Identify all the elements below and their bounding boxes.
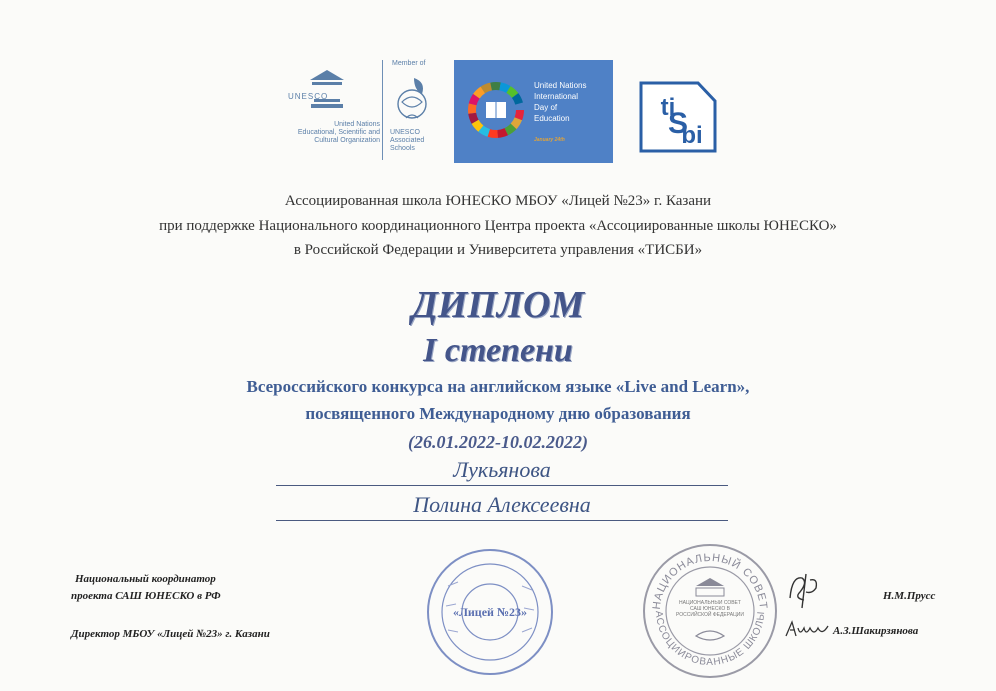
recipient-surname: Лукьянова [453,457,551,482]
unesco-wordmark: UNESCO [288,92,329,101]
right-signatory-2: А.З.Шакирзянова [833,625,919,637]
un-education-day-logo [454,60,613,163]
header-line-3: в Российской Федерации и Университета управления «ТИСБИ» [293,242,703,258]
header-line-2: при поддержке Национального координационного Центра проекта «Ассоциированные школы ЮНЕСКО» [159,218,837,234]
tisbi-logo [638,77,718,155]
asp-subtitle: UNESCO Associated Schools [390,129,425,152]
member-of-label: Member of [392,60,426,67]
unesco-subtitle: United Nations Educational, Scientific and Cultural Organization [297,121,380,144]
lyceum-stamp-center: «Лицей №23» [452,605,528,619]
contest-line-2: посвященного Международному дню образования [305,404,691,423]
council-ring-bottom: АССОЦИИРОВАННЫЕ ШКОЛЫ [652,610,768,669]
logo-divider [382,60,383,160]
left-signatory-1b: проекта САШ ЮНЕСКО в РФ [71,590,221,602]
tisbi-ti: ti [660,94,676,121]
asp-logo [386,58,446,158]
tisbi-s: S [667,107,689,140]
left-signatory-2: Директор МБОУ «Лицей №23» г. Казани [71,628,270,640]
tisbi-bi: bi [681,122,703,149]
unesco-logo [270,68,382,163]
left-signatory-1a: Национальный координатор [75,573,216,585]
recipient-surname-field [276,457,728,486]
council-stamp [640,540,780,682]
council-ring-top: НАЦИОНАЛЬНЫЙ СОВЕТ [650,551,770,611]
right-signatory-1: Н.М.Прусс [883,590,936,602]
recipient-given-name: Полина Алексеевна [413,492,591,517]
contest-dates: (26.01.2022-10.02.2022) [408,432,588,452]
header-line-1: Ассоциированная школа ЮНЕСКО МБОУ «Лицей №23» г. Казани [284,193,712,209]
lyceum-stamp [424,546,556,678]
signature-shakirzyanova [784,618,832,642]
recipient-given-name-field [276,492,728,521]
council-stamp-center: НАЦИОНАЛЬНЫЙ СОВЕТ САШ ЮНЕСКО В РОССИЙСКОЙ ФЕДЕРАЦИИ [676,600,744,618]
diploma-title: ДИПЛОМ [411,284,585,326]
signature-pruss [782,568,828,614]
diploma-degree: I степени [423,332,573,369]
sdg-wheel-icon [464,78,528,142]
unesco-temple-icon [308,68,346,110]
contest-line-1: Всероссийского конкурса на английском языке «Live and Learn», [246,377,750,396]
asp-globe-icon [392,72,434,126]
un-day-date: January 24th [534,137,565,143]
un-day-caption: United Nations International Day of Education [534,81,587,123]
